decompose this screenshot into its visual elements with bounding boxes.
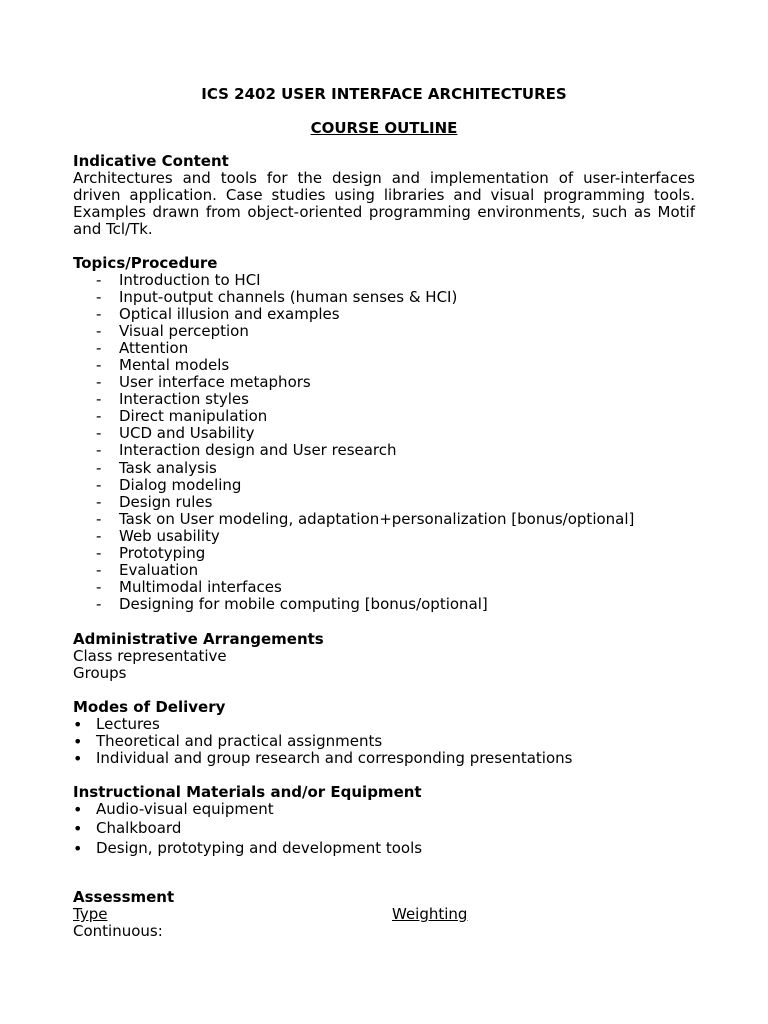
administrative-line: Class representative <box>73 647 227 665</box>
bullet-mark: • <box>73 839 83 858</box>
page-title: ICS 2402 USER INTERFACE ARCHITECTURES <box>201 85 567 103</box>
materials-heading: Instructional Materials and/or Equipment <box>73 783 422 801</box>
topic-item-text: Design rules <box>119 492 213 511</box>
dash-mark: - <box>96 577 102 596</box>
dash-mark: - <box>96 373 102 392</box>
topic-item <box>73 460 695 477</box>
dash-mark: - <box>96 560 102 579</box>
list-item-text: Design, prototyping and development tools <box>96 839 423 857</box>
topic-item <box>73 289 695 306</box>
topic-item-text: Dialog modeling <box>119 475 242 494</box>
topic-item <box>73 425 695 442</box>
dash-mark: - <box>96 424 102 443</box>
dash-mark: - <box>96 339 102 358</box>
topic-item <box>73 340 695 357</box>
list-item <box>73 820 695 840</box>
administrative-section <box>73 631 695 682</box>
topic-item-text: Evaluation <box>119 560 199 579</box>
topic-item-text: Designing for mobile computing [bonus/optional] <box>119 594 488 613</box>
list-item <box>73 801 695 820</box>
topics-section <box>73 255 695 613</box>
topic-item-text: User interface metaphors <box>119 373 311 392</box>
administrative-heading: Administrative Arrangements <box>73 630 324 648</box>
topic-item-text: Web usability <box>119 526 220 545</box>
topic-item <box>73 511 695 528</box>
dash-mark: - <box>96 288 102 307</box>
topic-item <box>73 272 695 289</box>
topic-item <box>73 408 695 425</box>
delivery-section <box>73 699 695 767</box>
assessment-section <box>73 889 695 940</box>
bullet-mark: • <box>73 749 83 768</box>
dash-mark: - <box>96 458 102 477</box>
materials-section <box>73 784 695 859</box>
indicative-content-section <box>73 153 695 238</box>
dash-mark: - <box>96 322 102 341</box>
dash-mark: - <box>96 492 102 511</box>
list-item <box>73 716 695 733</box>
topic-item-text: Visual perception <box>119 322 249 341</box>
assessment-weighting-header: Weighting <box>392 905 468 923</box>
dash-mark: - <box>96 407 102 426</box>
list-item-text: Individual and group research and corresponding presentations <box>96 749 573 767</box>
list-item <box>73 840 695 859</box>
topic-item-text: Input-output channels (human senses & HCI) <box>119 288 458 307</box>
list-item-text: Audio-visual equipment <box>96 800 274 818</box>
topics-heading: Topics/Procedure <box>73 254 218 272</box>
dash-mark: - <box>96 271 102 289</box>
topic-item <box>73 323 695 340</box>
topic-item <box>73 391 695 408</box>
topic-item-text: Task analysis <box>119 458 217 477</box>
dash-mark: - <box>96 356 102 375</box>
topic-item <box>73 477 695 494</box>
list-item <box>73 733 695 750</box>
delivery-list <box>73 716 695 767</box>
topic-item-text: Interaction styles <box>119 390 249 409</box>
topic-item-text: Mental models <box>119 356 230 375</box>
topic-item-text: Prototyping <box>119 543 206 562</box>
topic-item-text: Multimodal interfaces <box>119 577 282 596</box>
topic-item-text: UCD and Usability <box>119 424 255 443</box>
topic-item <box>73 545 695 562</box>
assessment-heading: Assessment <box>73 888 175 906</box>
topic-item-text: Direct manipulation <box>119 407 268 426</box>
topic-item <box>73 357 695 374</box>
topic-item-text: Interaction design and User research <box>119 441 397 460</box>
topic-item <box>73 442 695 459</box>
administrative-line: Groups <box>73 664 127 682</box>
list-item-text: Chalkboard <box>96 819 182 837</box>
list-item-text: Theoretical and practical assignments <box>96 732 383 750</box>
dash-mark: - <box>96 594 102 613</box>
dash-mark: - <box>96 475 102 494</box>
delivery-heading: Modes of Delivery <box>73 698 226 716</box>
dash-mark: - <box>96 305 102 324</box>
bullet-mark: • <box>73 715 83 734</box>
topic-item <box>73 596 695 613</box>
bullet-mark: • <box>73 819 83 838</box>
dash-mark: - <box>96 441 102 460</box>
assessment-type-header: Type <box>73 905 108 923</box>
assessment-header-row <box>73 906 695 923</box>
page-subtitle: COURSE OUTLINE <box>310 119 458 137</box>
topics-list <box>73 272 695 613</box>
topic-item-text: Optical illusion and examples <box>119 305 340 324</box>
topic-item <box>73 494 695 511</box>
indicative-content-heading: Indicative Content <box>73 152 229 170</box>
bullet-mark: • <box>73 732 83 751</box>
list-item <box>73 750 695 767</box>
indicative-content-text: Architectures and tools for the design and implementation of user-interfaces driven application. Case studies using libraries and visual programming tools. Examples drawn from object-oriented programming environments, such as Motif and Tcl/Tk. <box>73 169 695 238</box>
dash-mark: - <box>96 509 102 528</box>
topic-item-text: Attention <box>119 339 189 358</box>
topic-item <box>73 374 695 391</box>
dash-mark: - <box>96 390 102 409</box>
topic-item <box>73 562 695 579</box>
bullet-mark: • <box>73 800 83 819</box>
materials-list <box>73 801 695 859</box>
topic-item-text: Introduction to HCI <box>119 271 261 289</box>
topic-item <box>73 306 695 323</box>
dash-mark: - <box>96 526 102 545</box>
dash-mark: - <box>96 543 102 562</box>
assessment-row-continuous: Continuous: <box>73 922 163 940</box>
list-item-text: Lectures <box>96 715 160 733</box>
topic-item <box>73 528 695 545</box>
topic-item-text: Task on User modeling, adaptation+personalization [bonus/optional] <box>119 509 635 528</box>
topic-item <box>73 579 695 596</box>
